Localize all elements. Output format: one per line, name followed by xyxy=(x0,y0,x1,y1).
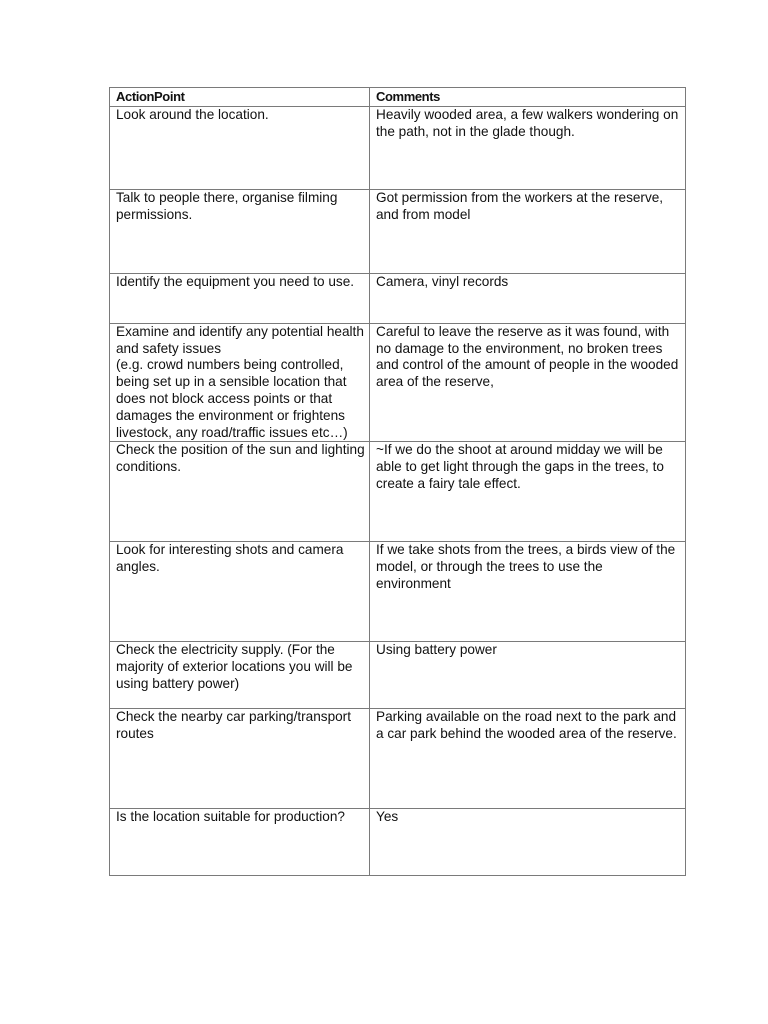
action-point-cell xyxy=(110,442,370,542)
action-point-text: Look for interesting shots and camera angles. xyxy=(116,542,348,575)
table-row xyxy=(110,189,686,273)
table-row xyxy=(110,442,686,542)
comment-cell xyxy=(370,809,686,876)
table-row xyxy=(110,106,686,189)
comment-cell xyxy=(370,442,686,542)
recce-table xyxy=(109,87,686,876)
comments-header: Comments xyxy=(370,88,686,107)
comment-cell xyxy=(370,106,686,189)
action-point-text: Examine and identify any potential health and safety issues (e.g. crowd numbers being controlled, being set up in a sensible location that does not block access points or that damages the environment or frightens livestock, any road/traffic issues etc…) xyxy=(116,323,364,440)
action-point-cell xyxy=(110,709,370,809)
comment-text: Heavily wooded area, a few walkers wondering on the path, not in the glade though. xyxy=(376,106,683,139)
comment-cell xyxy=(370,542,686,642)
comment-text: Using battery power xyxy=(376,642,497,658)
comment-cell xyxy=(370,709,686,809)
table-row xyxy=(110,709,686,809)
table-row xyxy=(110,809,686,876)
action-point-header: ActionPoint xyxy=(110,88,370,107)
action-point-text: Identify the equipment you need to use. xyxy=(116,273,355,289)
action-point-text: Check the position of the sun and lighting conditions. xyxy=(116,442,369,475)
comment-cell xyxy=(370,323,686,442)
action-point-cell xyxy=(110,323,370,442)
comment-cell xyxy=(370,189,686,273)
comment-text: Parking available on the road next to the park and a car park behind the wooded area of the reserve. xyxy=(376,709,680,742)
table-header-row xyxy=(110,88,686,107)
table-row xyxy=(110,642,686,709)
action-point-cell xyxy=(110,273,370,323)
action-point-text: Look around the location. xyxy=(116,106,269,122)
action-point-text: Check the electricity supply. (For the majority of exterior locations you will be using battery power) xyxy=(116,642,357,691)
comment-cell xyxy=(370,273,686,323)
comment-text: Yes xyxy=(376,809,399,825)
action-point-cell xyxy=(110,642,370,709)
comment-text: Careful to leave the reserve as it was found, with no damage to the environment, no broken trees and control of the amount of people in the wooded area of the reserve, xyxy=(376,323,683,390)
comment-text: If we take shots from the trees, a birds view of the model, or through the trees to use the environment xyxy=(376,542,679,591)
comment-text: ~If we do the shoot at around midday we will be able to get light through the gaps in the trees, to create a fairy tale effect. xyxy=(376,442,668,491)
comment-text: Got permission from the workers at the reserve, and from model xyxy=(376,189,667,222)
table-row xyxy=(110,273,686,323)
action-point-cell xyxy=(110,809,370,876)
action-point-cell xyxy=(110,189,370,273)
comment-text: Camera, vinyl records xyxy=(376,273,509,289)
comment-cell xyxy=(370,642,686,709)
action-point-text: Talk to people there, organise filming permissions. xyxy=(116,189,342,222)
action-point-cell xyxy=(110,542,370,642)
action-point-cell xyxy=(110,106,370,189)
action-point-text: Check the nearby car parking/transport routes xyxy=(116,709,355,742)
table-row xyxy=(110,542,686,642)
action-point-text: Is the location suitable for production? xyxy=(116,809,345,825)
table-row xyxy=(110,323,686,442)
